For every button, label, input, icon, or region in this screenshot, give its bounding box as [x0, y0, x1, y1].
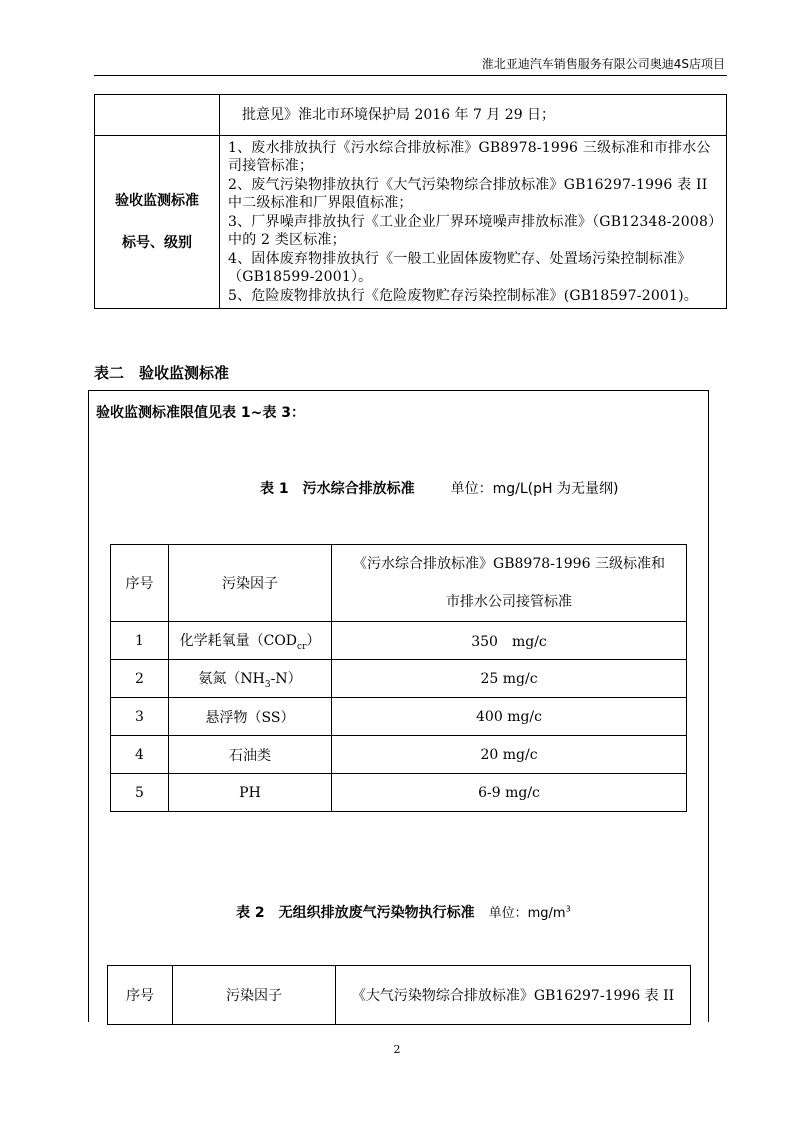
table2-unit-sup: 3 [565, 904, 571, 914]
row-value: 350 mg/c [332, 622, 687, 660]
table1-header-standard-line1: 《污水综合排放标准》GB8978-1996 三级标准和 [353, 556, 665, 572]
row-value: 400 mg/c [332, 698, 687, 736]
standards-list-cell [220, 136, 727, 309]
table2-header-factor: 污染因子 [173, 966, 336, 1025]
factor-text: 化学耗氧量（COD [179, 632, 298, 649]
table2-header-standard: 《大气污染物综合排放标准》GB16297-1996 表 II [336, 966, 691, 1025]
table2-header-row [108, 966, 691, 1025]
standards-label-line2: 标号、级别 [122, 235, 192, 251]
row-no: 4 [111, 736, 169, 774]
table-row [111, 736, 687, 774]
table1-caption-unit: 单位：mg/L(pH 为无量纲) [450, 481, 619, 497]
table1-header-no: 序号 [111, 545, 169, 622]
table1-header-standard-line2: 市排水公司接管标准 [446, 594, 572, 610]
row-no: 1 [111, 622, 169, 660]
standard-item: 2、废气污染物排放执行《大气污染物综合排放标准》GB16297-1996 表 II 中二级标准和厂界限值标准； [228, 177, 708, 211]
table2-caption-title: 表 2 无组织排放废气污染物执行标准 [236, 905, 475, 921]
standards-label-line1: 验收监测标准 [115, 193, 199, 209]
table1-caption [260, 478, 618, 498]
factor-subscript: 3 [264, 679, 271, 690]
standard-item: 3、厂界噪声排放执行《工业企业厂界环境噪声排放标准》（GB12348-2008）中的 2 类区标准； [228, 214, 716, 248]
row-factor [169, 622, 332, 660]
table2-caption [236, 902, 571, 922]
approval-text: 批意见》淮北市环境保护局 2016 年 7 月 29 日； [220, 95, 727, 136]
row-factor: PH [169, 774, 332, 812]
standards-row [95, 136, 727, 309]
table1-header-factor: 污染因子 [169, 545, 332, 622]
standard-item: 1、废水排放执行《污水综合排放标准》GB8978-1996 三级标准和市排水公司接管标准； [228, 140, 711, 174]
row-factor [169, 660, 332, 698]
table2-unit-text: 单位：mg/m [488, 906, 566, 921]
wastewater-standard-table [110, 544, 687, 812]
table1-header-standard [332, 545, 687, 622]
table2-caption-unit [489, 906, 571, 921]
approval-row [95, 95, 727, 136]
table-row [111, 622, 687, 660]
factor-subscript: cr [297, 641, 307, 652]
table2-header-no: 序号 [108, 966, 173, 1025]
page-header: 淮北亚迪汽车销售服务有限公司奥迪4S店项目 [481, 57, 725, 71]
row-factor: 石油类 [169, 736, 332, 774]
header-divider [94, 75, 727, 76]
row-value: 25 mg/c [332, 660, 687, 698]
standard-item: 5、危险废物排放执行《危险废物贮存污染控制标准》(GB18597-2001)。 [228, 288, 698, 304]
section-intro: 验收监测标准限值见表 1~表 3： [96, 405, 305, 421]
section-title: 表二 验收监测标准 [94, 364, 230, 382]
table1-header-row [111, 545, 687, 622]
row-factor: 悬浮物（SS） [169, 698, 332, 736]
approval-label-cell [95, 95, 220, 136]
factor-text: 氨氮（NH [198, 670, 265, 687]
row-no: 5 [111, 774, 169, 812]
table-row [111, 660, 687, 698]
standards-summary-table [94, 94, 727, 309]
table-row [111, 698, 687, 736]
standard-item: 4、固体废弃物排放执行《一般工业固体废物贮存、处置场污染控制标准》（GB18599-2001）。 [228, 251, 692, 285]
air-emission-standard-table [107, 965, 691, 1025]
factor-suffix: -N） [270, 670, 302, 687]
page-number: 2 [393, 1043, 401, 1056]
row-no: 3 [111, 698, 169, 736]
row-value: 20 mg/c [332, 736, 687, 774]
table1-caption-title: 表 1 污水综合排放标准 [260, 481, 415, 497]
standards-label-cell [95, 136, 220, 309]
factor-suffix: ） [306, 632, 321, 649]
row-value: 6-9 mg/c [332, 774, 687, 812]
row-no: 2 [111, 660, 169, 698]
table-row [111, 774, 687, 812]
